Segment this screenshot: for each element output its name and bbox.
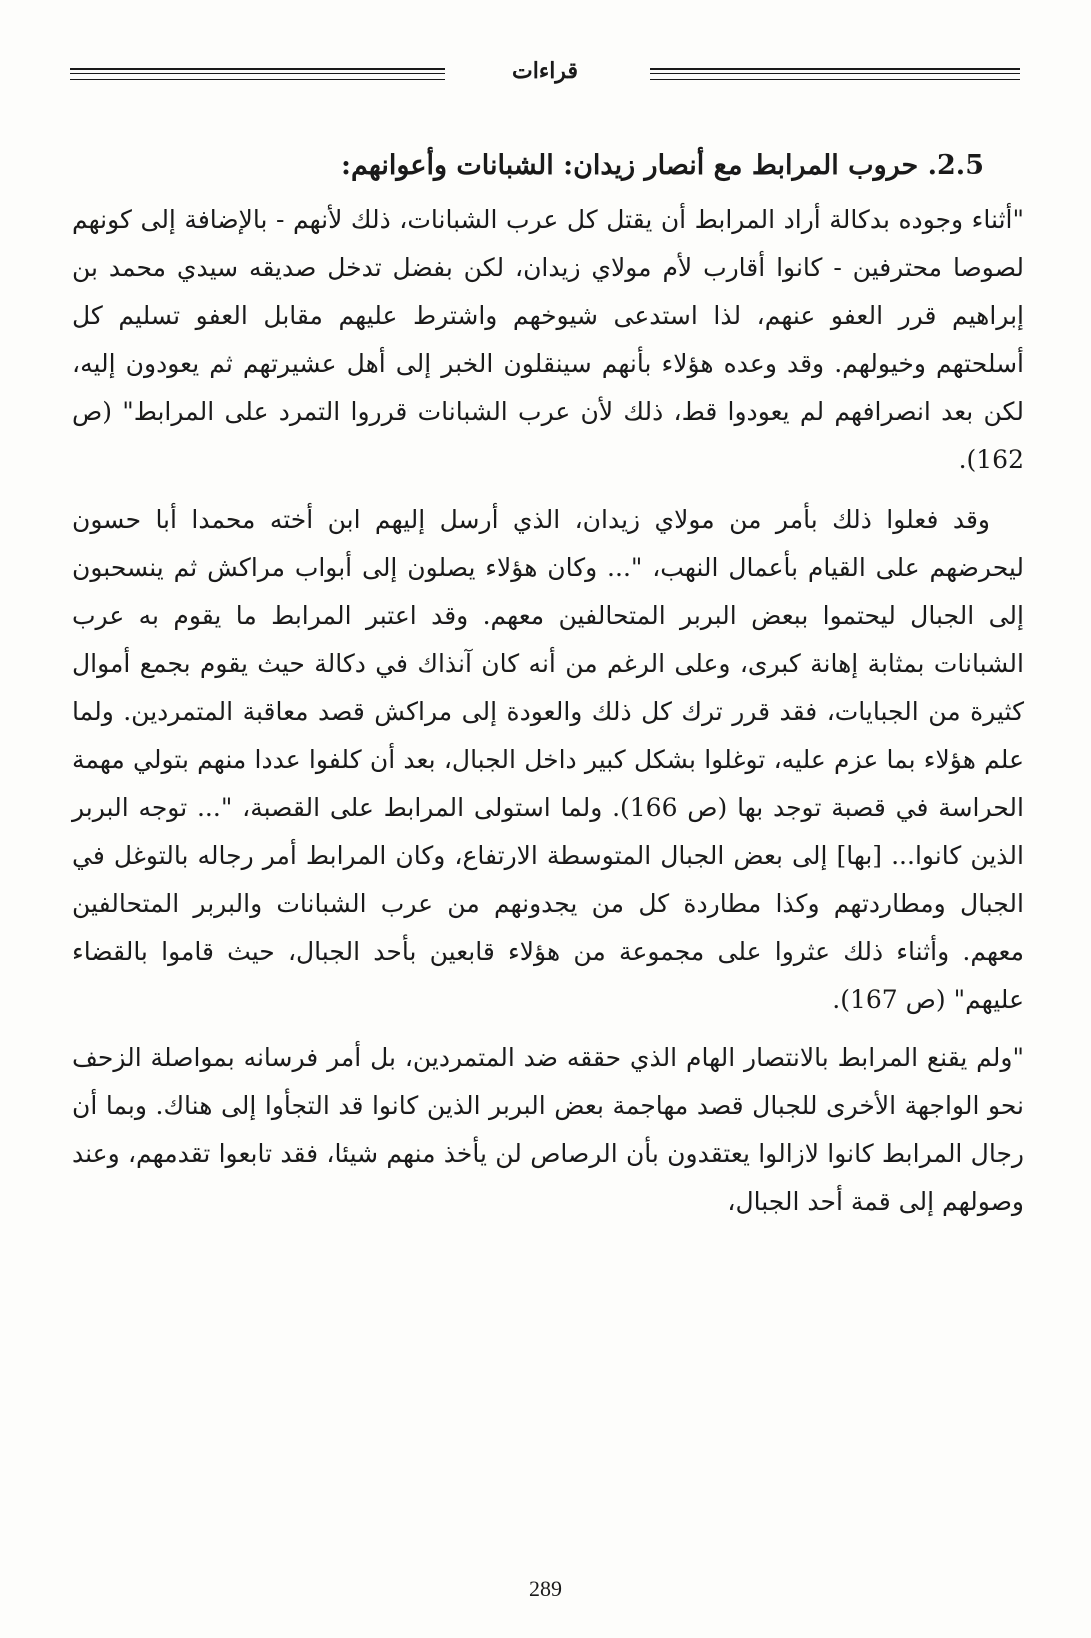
paragraph-1: "أثناء وجوده بدكالة أراد المرابط أن يقتل كل عرب الشبانات، ذلك لأنهم - بالإضافة إلى كونهم لصوصا محترفين - كانوا أقارب لأم مولاي زيدان، لكن بفضل تدخل صديقه سيدي محمد بن إبراهيم قرر العفو عنهم، لذا استدعى شيوخهم واشترط عليهم مقابل العفو تسليم كل أسلحتهم وخيولهم. وقد وعده هؤلاء بأنهم سينقلون الخبر إلى أهل عشيرتهم ثم يعودون إليه، لكن بعد انصرافهم لم يعودوا قط، ذلك لأن عرب الشبانات قرروا التمرد على المرابط" (ص 162).: [72, 205, 1024, 474]
paragraph-2: وقد فعلوا ذلك بأمر من مولاي زيدان، الذي أرسل إليهم ابن أخته محمدا أبا حسون ليحرضهم على القيام بأعمال النهب، "... وكان هؤلاء يصلون إلى أبواب مراكش ثم ينسحبون إلى الجبال ليحتموا ببعض البربر المتحالفين معهم. وقد اعتبر المرابط ما يقوم به عرب الشبانات بمثابة إهانة كبرى، وعلى الرغم من أنه كان آنذاك في دكالة حيث يقوم بجمع أموال كثيرة من الجبايات، فقد قرر ترك كل ذلك والعودة إلى مراكش قصد معاقبة المتمردين. ولما علم هؤلاء بما عزم عليه، توغلوا بشكل كبير داخل الجبال، بعد أن كلفوا عددا منهم بتولي مهمة الحراسة في قصبة توجد بها (ص 166). ولما استولى المرابط على القصبة، "... توجه البربر الذين كانوا... [بها] إلى بعض الجبال المتوسطة الارتفاع، وكان المرابط أمر رجاله بالتوغل في الجبال ومطاردتهم وكذا مطاردة كل من يجدونهم من عرب الشبانات والبربر المتحالفين معهم. وأثناء ذلك عثروا على مجموعة من هؤلاء قابعين بأحد الجبال، حيث قاموا بالقضاء عليهم" (ص 167).: [72, 505, 1024, 1014]
section-heading: 2.5. حروب المرابط مع أنصار زيدان: الشبانات وأعوانهم:: [340, 150, 984, 181]
page-body: [72, 140, 1024, 1226]
running-header: [70, 58, 1020, 88]
header-rule-right: [650, 68, 1020, 80]
paragraph-3: "ولم يقنع المرابط بالانتصار الهام الذي حققه ضد المتمردين، بل أمر فرسانه بمواصلة الزحف نحو الواجهة الأخرى للجبال قصد مهاجمة بعض البربر الذين كانوا قد التجأوا إلى هناك. وبما أن رجال المرابط كانوا لازالوا يعتقدون بأن الرصاص لن يأخذ منهم شيئا، فقد تابعوا تقدمهم، وعند وصولهم إلى قمة أحد الجبال،: [72, 1043, 1024, 1216]
running-header-title: قراءات: [512, 58, 578, 84]
page-number: 289: [529, 1576, 562, 1601]
